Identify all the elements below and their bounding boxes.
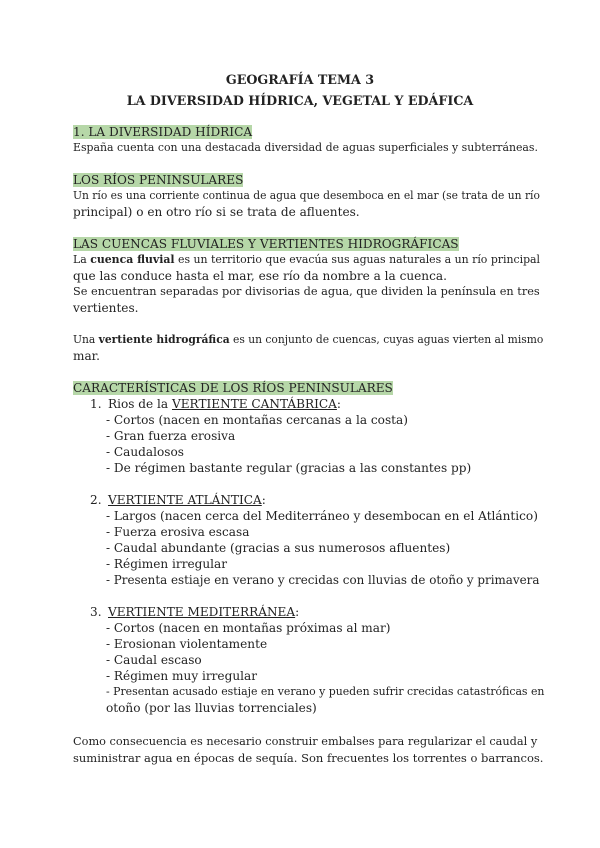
paragraph-vertiente-line-2: mar. bbox=[73, 349, 100, 363]
list-item: - Presenta estiaje en verano y crecidas con lluvias de otoño y primavera bbox=[106, 573, 540, 587]
list-item: - Presentan acusado estiaje en verano y pueden sufrir crecidas catastróficas en bbox=[106, 685, 545, 698]
heading-cuencas-fluviales: LAS CUENCAS FLUVIALES Y VERTIENTES HIDROGRÁFICAS bbox=[73, 237, 459, 251]
vertiente-atlantica-heading: VERTIENTE ATLÁNTICA: bbox=[108, 493, 266, 507]
list-item: - Cortos (nacen en montañas cercanas a la costa) bbox=[106, 413, 408, 427]
list-item: - Régimen muy irregular bbox=[106, 669, 257, 683]
paragraph-conclusion-line-2: suministrar agua en épocas de sequía. Son frecuentes los torrentes o barrancos. bbox=[73, 751, 544, 765]
paragraph-vertiente-line-1: Una vertiente hidrográfica es un conjunto de cuencas, cuyas aguas vierten al mismo bbox=[73, 333, 544, 346]
list-number-2: 2. bbox=[90, 493, 102, 507]
paragraph-divisorias-line-1: Se encuentran separadas por divisorias de agua, que dividen la península en tres bbox=[73, 285, 540, 298]
heading-caracteristicas: CARACTERÍSTICAS DE LOS RÍOS PENINSULARES bbox=[73, 381, 393, 395]
paragraph-rio-line-1: Un río es una corriente continua de agua que desemboca en el mar (se trata de un río bbox=[73, 189, 540, 202]
list-item: - Fuerza erosiva escasa bbox=[106, 525, 250, 539]
document-subtitle: LA DIVERSIDAD HÍDRICA, VEGETAL Y EDÁFICA bbox=[126, 93, 474, 108]
document-title: GEOGRAFÍA TEMA 3 bbox=[225, 72, 375, 87]
list-item: otoño (por las lluvias torrenciales) bbox=[106, 701, 317, 715]
vertiente-mediterranea-heading: VERTIENTE MEDITERRÁNEA: bbox=[108, 605, 300, 619]
list-item: - De régimen bastante regular (gracias a las constantes pp) bbox=[106, 461, 472, 475]
list-number-3: 3. bbox=[90, 605, 102, 619]
heading-rios-peninsulares: LOS RÍOS PENINSULARES bbox=[73, 173, 244, 187]
paragraph-cuenca-line-1: La cuenca fluvial es un territorio que evacúa sus aguas naturales a un río principal bbox=[73, 253, 541, 266]
list-item: - Caudal abundante (gracias a sus numerosos afluentes) bbox=[106, 541, 451, 555]
list-number-1: 1. bbox=[90, 397, 102, 411]
paragraph-cuenca-line-2: que las conduce hasta el mar, ese río da nombre a la cuenca. bbox=[73, 269, 447, 283]
paragraph-diversidad: España cuenta con una destacada diversidad de aguas superficiales y subterráneas. bbox=[73, 141, 538, 154]
paragraph-rio-line-2: principal) o en otro río si se trata de afluentes. bbox=[73, 205, 360, 219]
paragraph-divisorias-line-2: vertientes. bbox=[73, 301, 139, 315]
list-item: - Erosionan violentamente bbox=[106, 637, 268, 651]
list-item: - Cortos (nacen en montañas próximas al mar) bbox=[106, 621, 391, 635]
list-item: - Gran fuerza erosiva bbox=[106, 429, 236, 443]
list-item: - Caudalosos bbox=[106, 445, 184, 459]
list-item: - Régimen irregular bbox=[106, 557, 228, 571]
paragraph-conclusion-line-1: Como consecuencia es necesario construir embalses para regularizar el caudal y bbox=[73, 735, 538, 748]
heading-diversidad-hidrica: 1. LA DIVERSIDAD HÍDRICA bbox=[73, 125, 253, 139]
vertiente-cantabrica-heading: Rios de la VERTIENTE CANTÁBRICA: bbox=[108, 397, 341, 411]
list-item: - Largos (nacen cerca del Mediterráneo y desembocan en el Atlántico) bbox=[106, 509, 538, 523]
list-item: - Caudal escaso bbox=[106, 653, 202, 667]
